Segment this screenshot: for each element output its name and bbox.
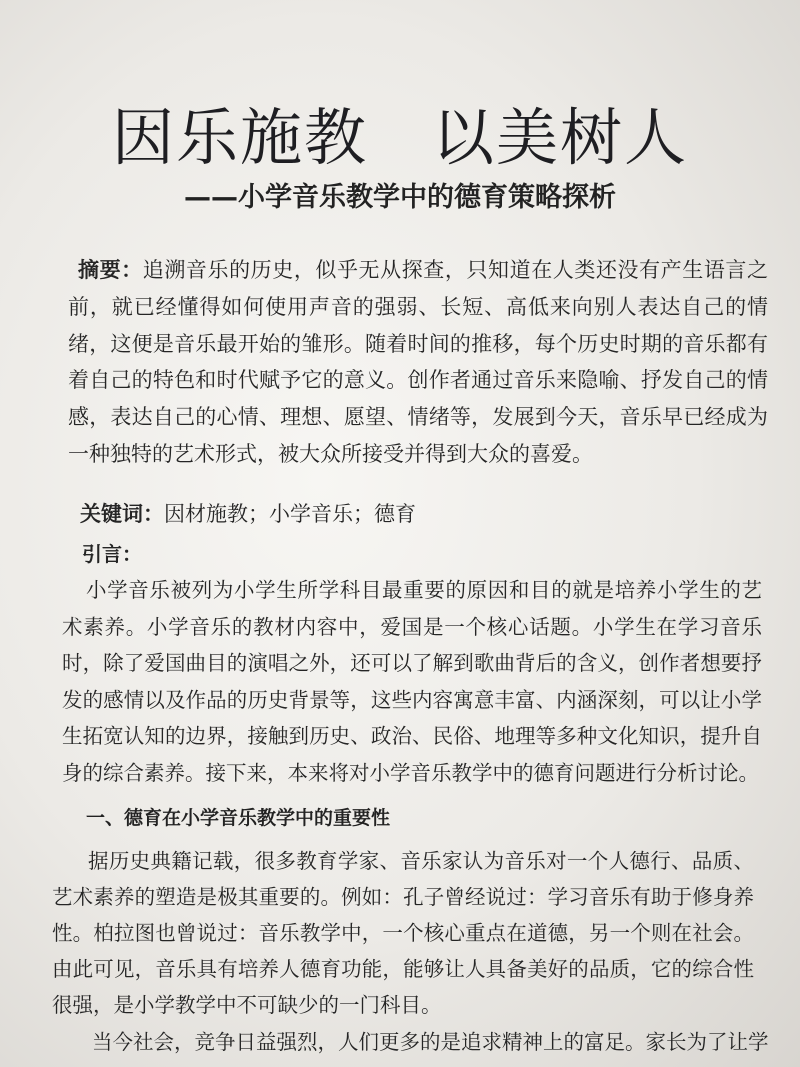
section1-paragraph2: 当今社会，竞争日益强烈，人们更多的是追求精神上的富足。家长为了让学 — [92, 1030, 769, 1054]
keywords-label: 关键词： — [80, 502, 164, 526]
keywords-line — [80, 496, 760, 533]
introduction-label: 引言： — [82, 542, 142, 566]
abstract-label: 摘要： — [78, 258, 143, 282]
introduction-paragraph: 小学音乐被列为小学生所学科目最重要的原因和目的就是培养小学生的艺术素养。小学音乐的教材内容中，爱国是一个核心话题。小学生在学习音乐时，除了爱国曲目的演唱之外，还可以了解到歌曲背后的含义，创作者想要抒发的感情以及作品的历史背景等，这些内容寓意丰富、内涵深刻，可以让小学生拓宽认知的边界，接触到历史、政治、民俗、地理等多种文化知识，提升自身的综合素养。接下来，本来将对小学音乐教学中的德育问题进行分析讨论。 — [62, 578, 762, 785]
document-title: 因乐施教 以美树人 — [111, 101, 688, 174]
section1-paragraph1: 据历史典籍记载，很多教育学家、音乐家认为音乐对一个人德行、品质、艺术素养的塑造是极其重要的。例如：孔子曾经说过：学习音乐有助于修身养性。柏拉图也曾说过：音乐教学中，一个核心重点在道德，另一个则在社会。由此可见，音乐具有培养人德育功能，能够让人具备美好的品质，它的综合性很强，是小学教学中不可缺少的一门科目。 — [52, 849, 754, 1017]
abstract-text: 追溯音乐的历史，似乎无从探查，只知道在人类还没有产生语言之前，就已经懂得如何使用声音的强弱、长短、高低来向别人表达自己的情绪，这便是音乐最开始的雏形。随着时间的推移，每个历史时期的音乐都有着自己的特色和时代赋予它的意义。创作者通过音乐来隐喻、抒发自己的情感，表达自己的心情、理想、愿望、情绪等，发展到今天，音乐早已经成为一种独特的艺术形式，被大众所接受并得到大众的喜爱。 — [68, 258, 769, 466]
section1-heading: 一、德育在小学音乐教学中的重要性 — [86, 807, 391, 829]
document-subtitle: ——小学音乐教学中的德育策略探析 — [184, 182, 616, 213]
abstract-paragraph — [68, 252, 768, 473]
keywords-text: 因材施教；小学音乐；德育 — [164, 502, 416, 526]
